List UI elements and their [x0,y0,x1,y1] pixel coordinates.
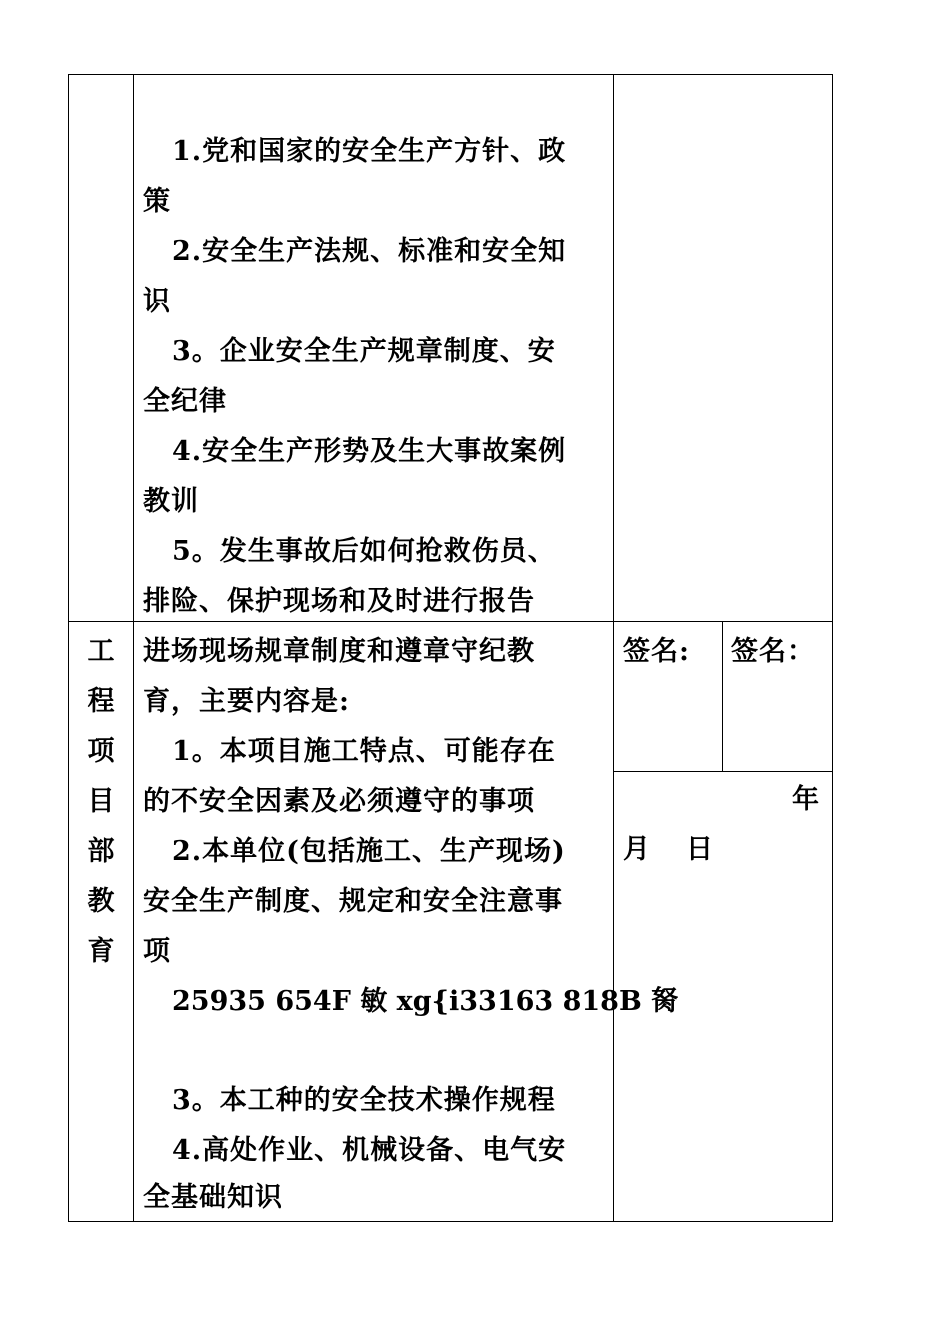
content-line: 安全生产制度、规定和安全注意事 [143,886,563,917]
content-column-divider [613,74,614,1222]
label-char: 部 [87,836,115,867]
label-column-divider [133,74,134,1222]
content-line: 3。本工种的安全技术操作规程 [172,1085,556,1116]
table-top-border [68,74,833,75]
signature-date-divider [613,771,833,772]
list-item: 4.安全生产形势及生大事故案例 [172,436,567,467]
content-line: 1。本项目施工特点、可能存在 [172,736,556,767]
list-item: 1.党和国家的安全生产方针、政 [172,136,567,167]
table-right-border [832,74,833,1222]
signature-label-left: 签名: [623,636,690,667]
label-char: 程 [87,686,115,717]
content-line: 项 [143,936,171,967]
list-item: 2.安全生产法规、标准和安全知 [172,236,567,267]
date-day: 日 [686,834,714,865]
label-char: 育 [87,936,115,967]
label-char: 目 [87,786,115,817]
project-education-label [70,627,132,977]
content-line: 育，主要内容是: [143,686,350,717]
date-year: 年 [792,784,820,815]
list-item: 5。发生事故后如何抢救伤员、 [172,536,556,567]
list-item: 全纪律 [143,386,227,417]
table-left-border [68,74,69,1222]
signature-label-right: 签名： [731,636,815,667]
signature-column-divider [722,621,723,771]
list-item: 识 [143,286,171,317]
content-line: 2.本单位(包括施工、生产现场) [172,836,566,867]
list-item: 3。企业安全生产规章制度、安 [172,336,556,367]
list-item: 排险、保护现场和及时进行报告 [143,586,535,617]
label-char: 工 [87,636,115,667]
content-line: 的不安全因素及必须遵守的事项 [143,786,535,817]
content-line: 4.高处作业、机械设备、电气安 [172,1135,567,1166]
label-char: 项 [87,736,115,767]
garbled-line: 25935 654F 敏 xg{i33163 818B 胬 [172,986,679,1017]
list-item: 策 [143,186,171,217]
date-month: 月 [623,834,651,865]
content-line: 进场现场规章制度和遵章守纪教 [143,636,535,667]
list-item: 教训 [143,486,199,517]
label-char: 教 [87,886,115,917]
content-line: 全基础知识 [143,1182,283,1213]
